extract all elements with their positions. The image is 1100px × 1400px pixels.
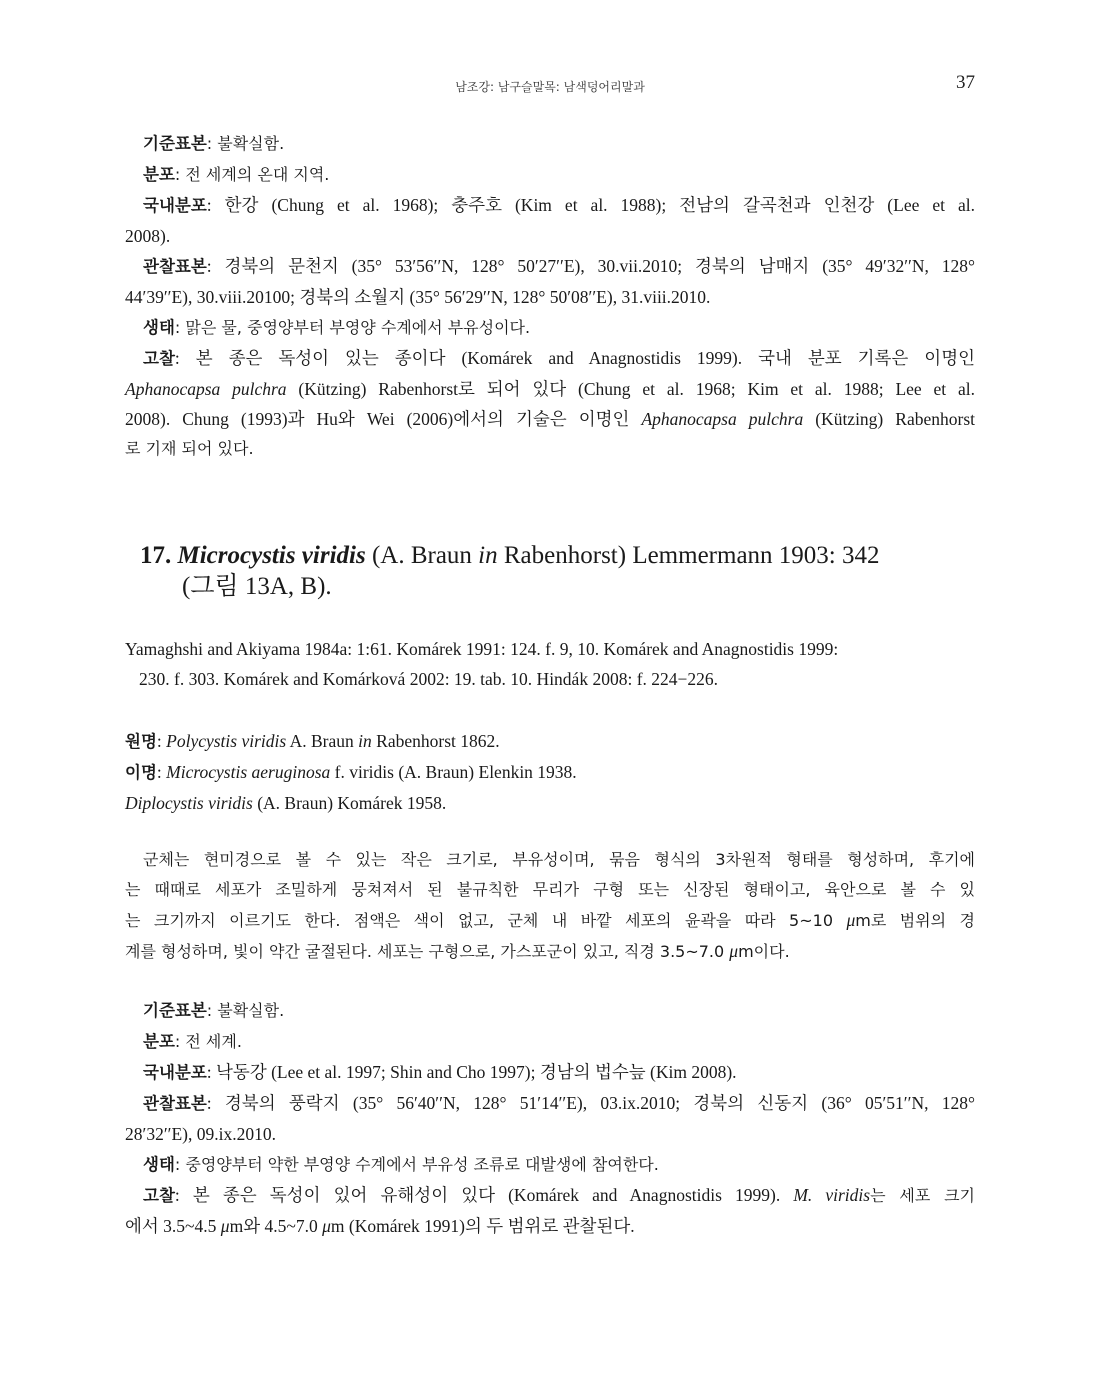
previous-species-section — [125, 128, 975, 464]
description-line-4: 계를 형성하며, 빛이 약간 굴절된다. 세포는 구형으로, 가스포군이 있고, 직경 3.5~7.0 μm이다. — [125, 941, 790, 961]
species-name: Microcystis viridis — [177, 542, 366, 569]
page-number: 37 — [956, 72, 975, 93]
nomenclature-section — [125, 726, 975, 818]
korean-distribution-line-2: 2008). — [125, 226, 171, 246]
running-title: 남조강: 남구슬말목: 남색덩어리말과 — [455, 80, 645, 94]
detail-remarks-line-1: 고찰: 본 종은 독성이 있어 유해성이 있다 (Komárek and Anagnostidis 1999). M. viridis는 세포 크기 — [143, 1185, 975, 1205]
description-line-3: 는 크기까지 이르기도 한다. 점액은 색이 없고, 군체 내 바깥 세포의 윤곽을 따라 5~10 μm로 범위의 경 — [125, 910, 975, 930]
detail-distribution-line: 분포: 전 세계. — [143, 1032, 242, 1051]
references-section — [125, 634, 975, 694]
details-section — [125, 995, 975, 1241]
remarks-line-1: 고찰: 본 종은 독성이 있는 종이다 (Komárek and Anagnostidis 1999). 국내 분포 기록은 이명인 — [143, 348, 976, 368]
description-section — [125, 845, 975, 967]
species-heading: 17. Microcystis viridis (A. Braun in Rabenhorst) Lemmermann 1903: 342 (그림 13A, B). — [140, 540, 1000, 602]
detail-observed-line: 관찰표본: 경북의 풍락지 (35° 56′40′′N, 128° 51′14′′E), 03.ix.2010; 경북의 신동지 (36° 05′51′′N, 128° — [143, 1093, 975, 1113]
synonym-line-2: Diplocystis viridis (A. Braun) Komárek 1958. — [125, 793, 447, 813]
observed-specimen-line: 관찰표본: 경북의 문천지 (35° 53′56′′N, 128° 50′27′′E), 30.vii.2010; 경북의 남매지 (35° 49′32′′N, 128° — [143, 256, 975, 276]
detail-korean-distribution-line: 국내분포: 낙동강 (Lee et al. 1997; Shin and Cho 1997); 경남의 법수늪 (Kim 2008). — [143, 1062, 737, 1082]
reference-line-1: Yamaghshi and Akiyama 1984a: 1:61. Komárek 1991: 124. f. 9, 10. Komárek and Anagnostidis 1999: — [125, 639, 839, 659]
type-specimen-line: 기준표본: 불확실함. — [143, 134, 285, 153]
remarks-line-3: 2008). Chung (1993)과 Hu와 Wei (2006)에서의 기술은 이명인 Aphanocapsa pulchra (Kützing) Rabenhorst — [125, 409, 975, 429]
detail-observed-line-2: 28′32′′E), 09.ix.2010. — [125, 1124, 276, 1144]
species-number: 17. — [140, 542, 172, 569]
synonym-line: 이명: Microcystis aeruginosa f. viridis (A. Braun) Elenkin 1938. — [125, 762, 577, 782]
korean-distribution-line: 국내분포: 한강 (Chung et al. 1968); 충주호 (Kim et al. 1988); 전남의 갈곡천과 인천강 (Lee et al. — [143, 195, 975, 215]
detail-ecology-line: 생태: 중영양부터 약한 부영양 수계에서 부유성 조류로 대발생에 참여한다. — [143, 1155, 659, 1174]
basionym-line: 원명: Polycystis viridis A. Braun in Rabenhorst 1862. — [125, 731, 500, 751]
observed-specimen-line-2: 44′39′′E), 30.viii.20100; 경북의 소월지 (35° 56′29′′N, 128° 50′08′′E), 31.viii.2010. — [125, 287, 711, 307]
distribution-line: 분포: 전 세계의 온대 지역. — [143, 165, 330, 184]
figure-reference: (그림 13A, B). — [182, 573, 332, 600]
remarks-line-2: Aphanocapsa pulchra (Kützing) Rabenhorst로 되어 있다 (Chung et al. 1968; Kim et al. 1988; Lee et al. — [125, 379, 975, 399]
ecology-line: 생태: 맑은 물, 중영양부터 부영양 수계에서 부유성이다. — [143, 318, 531, 337]
remarks-line-4: 로 기재 되어 있다. — [125, 439, 254, 458]
detail-remarks-line-2: 에서 3.5~4.5 μm와 4.5~7.0 μm (Komárek 1991)의 두 범위로 관찰된다. — [125, 1216, 635, 1236]
detail-type-line: 기준표본: 불확실함. — [143, 1001, 285, 1020]
description-line-1: 군체는 현미경으로 볼 수 있는 작은 크기로, 부유성이며, 묶음 형식의 3차원적 형태를 형성하며, 후기에 — [143, 850, 975, 869]
description-line-2: 는 때때로 세포가 조밀하게 뭉쳐져서 된 불규칙한 무리가 구형 또는 신장된 형태이고, 육안으로 볼 수 있 — [125, 880, 975, 899]
reference-line-2: 230. f. 303. Komárek and Komárková 2002: 19. tab. 10. Hindák 2008: f. 224−226. — [139, 669, 719, 689]
